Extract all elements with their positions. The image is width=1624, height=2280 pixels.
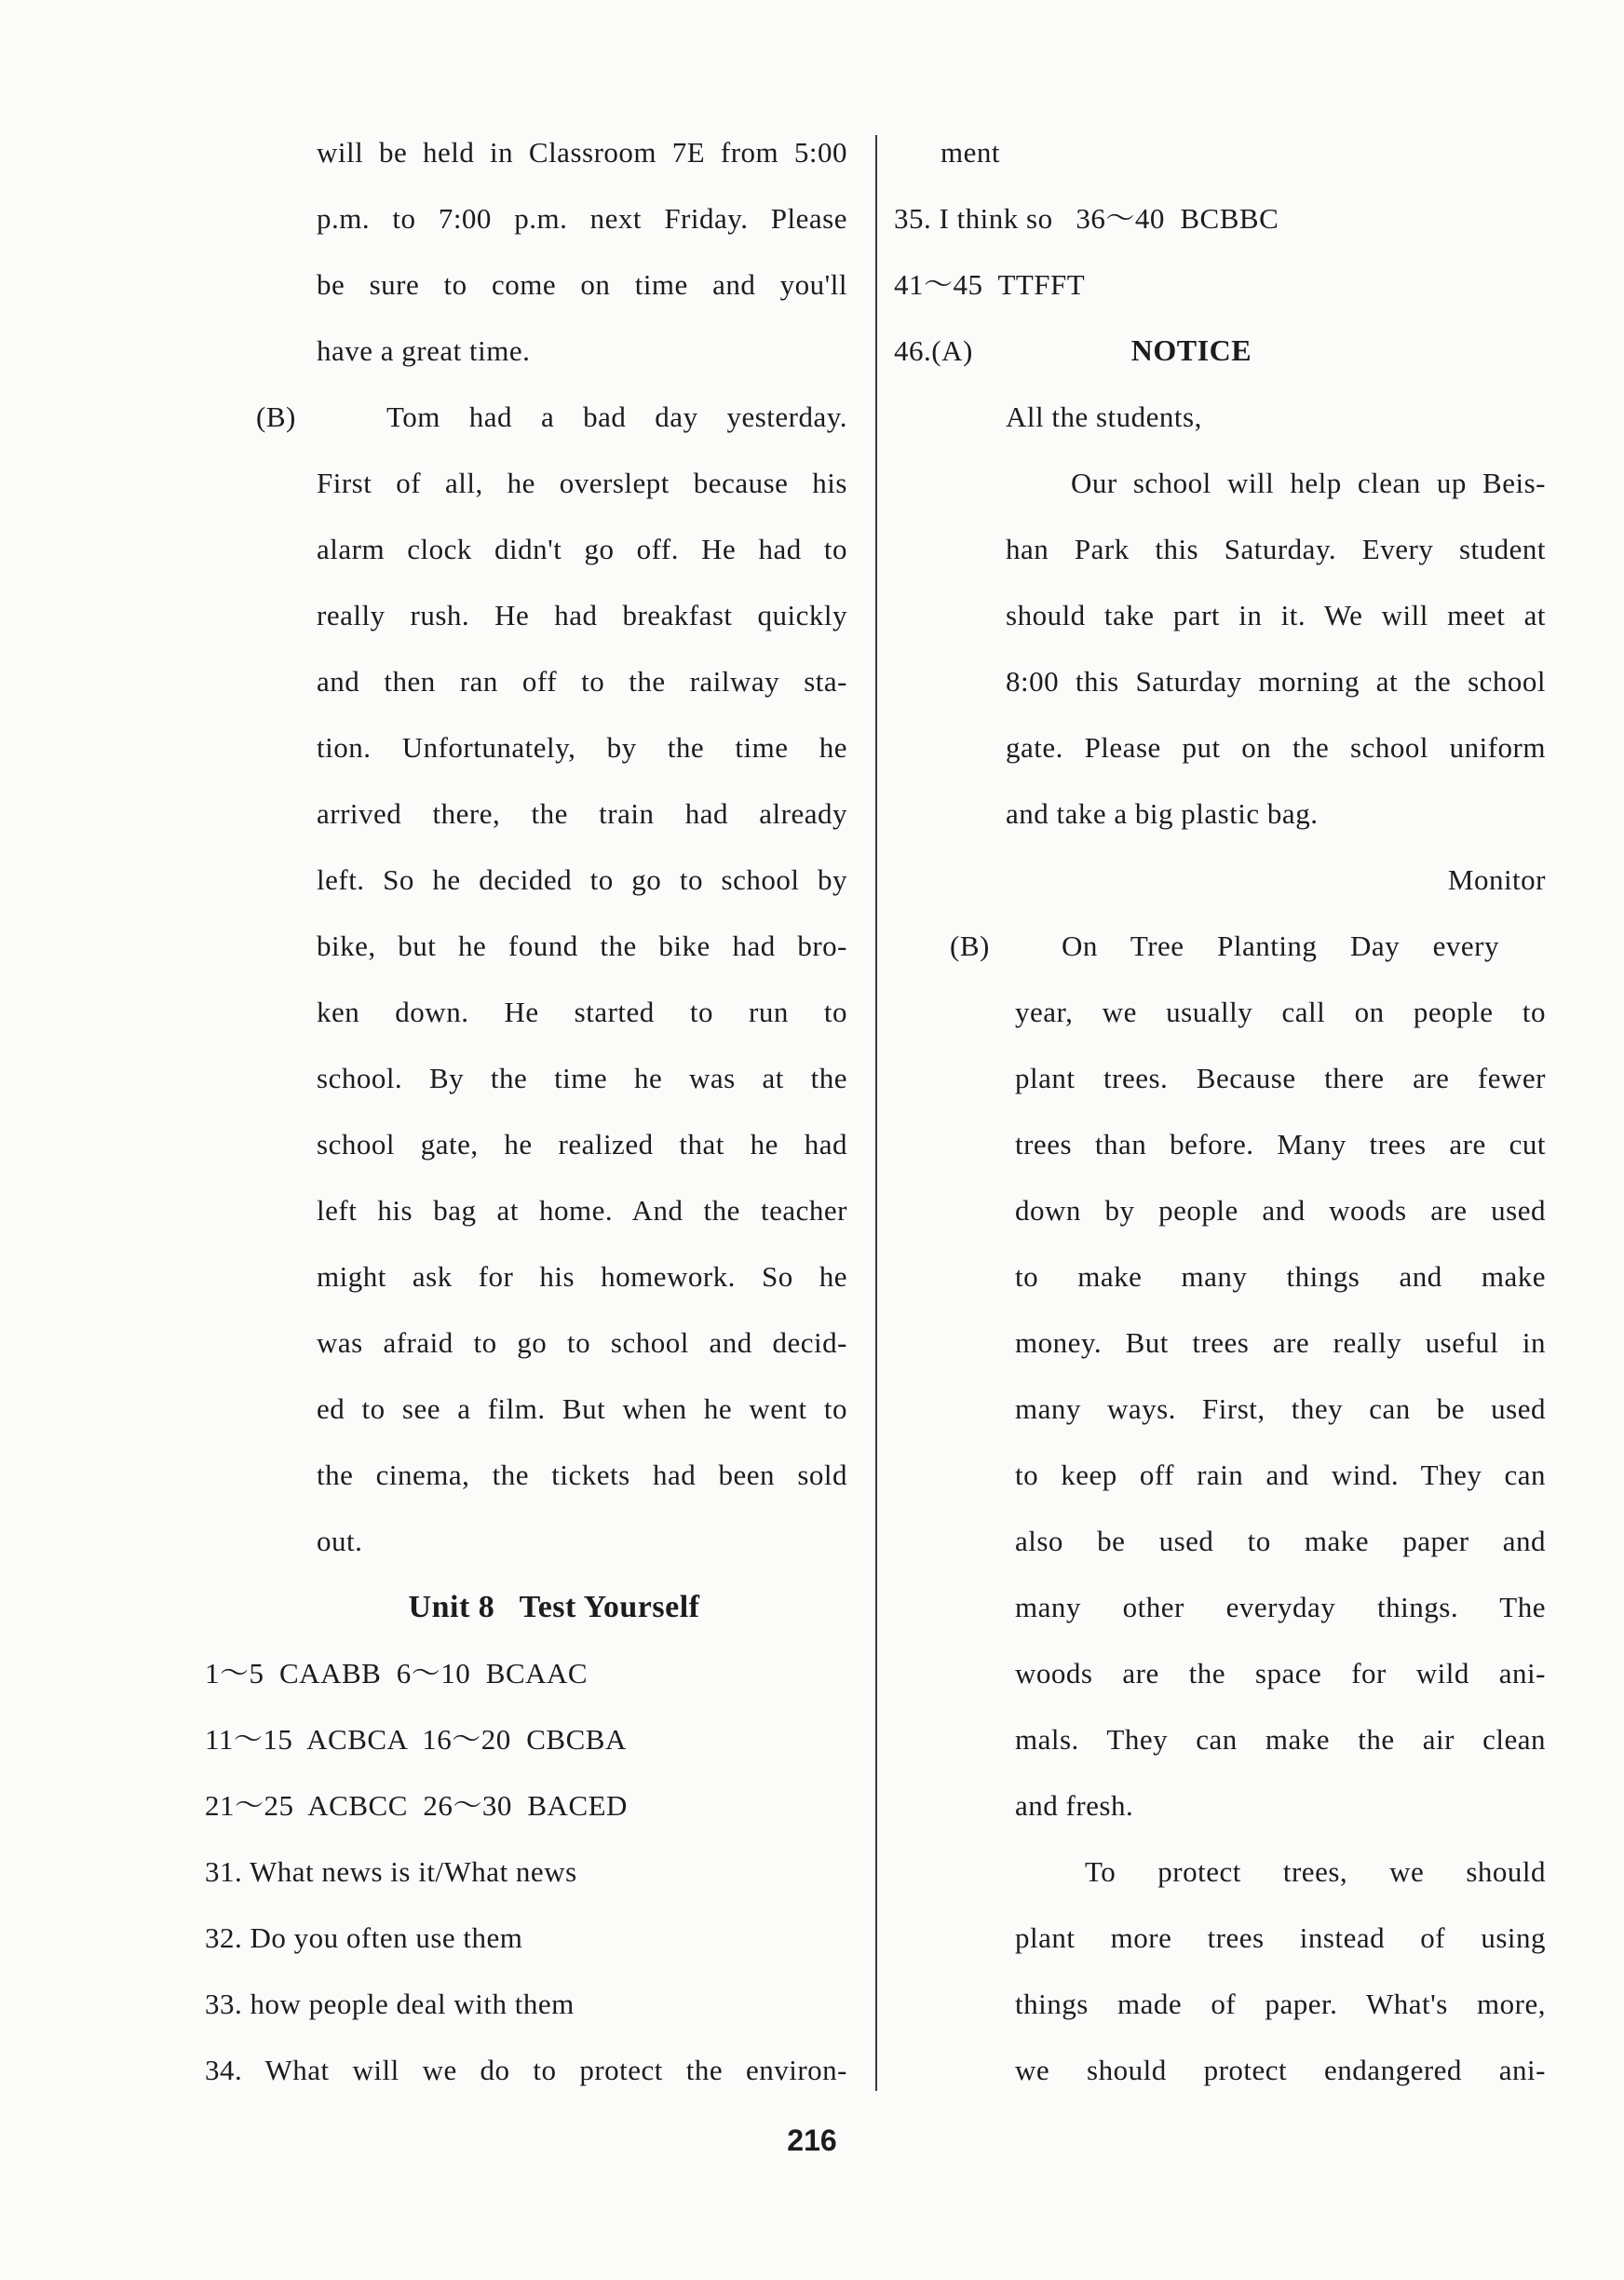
paragraph-label: (B) xyxy=(950,930,990,962)
text-line: we should protect endangered ani- xyxy=(1015,2054,1546,2086)
text-line: On Tree Planting Day every xyxy=(1062,930,1499,962)
notice-line: and take a big plastic bag. xyxy=(1006,797,1319,830)
answer-line: 11～15 ACBCA 16～20 CBCBA xyxy=(205,1723,627,1756)
text-line: have a great time. xyxy=(317,334,531,367)
paragraph-label: (B) xyxy=(256,400,296,433)
text-line: be sure to come on time and you'll xyxy=(317,268,847,301)
notice-signature: Monitor xyxy=(1447,863,1546,896)
text-line: money. But trees are really useful in xyxy=(1015,1326,1546,1359)
paragraph-b-first-line xyxy=(205,384,847,450)
notice-title: NOTICE xyxy=(1130,333,1252,367)
text-line: trees than before. Many trees are cut xyxy=(1015,1128,1546,1160)
answer-line: 41～45 TTFFT xyxy=(894,268,1086,301)
text-line: plant trees. Because there are fewer xyxy=(1015,1062,1546,1094)
text-line: arrived there, the train had already xyxy=(317,797,847,830)
unit-heading: Unit 8 Test Yourself xyxy=(408,1590,700,1624)
text-line: might ask for his homework. So he xyxy=(317,1260,847,1293)
notice-line: han Park this Saturday. Every student xyxy=(1006,533,1546,565)
text-line: woods are the space for wild ani- xyxy=(1015,1657,1546,1690)
text-line: plant more trees instead of using xyxy=(1015,1921,1546,1954)
text-line: down by people and woods are used xyxy=(1015,1194,1546,1227)
text-line: will be held in Classroom 7E from 5:00 xyxy=(317,136,847,169)
text-line: p.m. to 7:00 p.m. next Friday. Please xyxy=(317,202,847,235)
text-line: and fresh. xyxy=(1015,1789,1134,1822)
text-line: year, we usually call on people to xyxy=(1015,996,1546,1028)
text-line: left. So he decided to go to school by xyxy=(317,863,847,896)
text-line: many ways. First, they can be used xyxy=(1015,1392,1546,1425)
text-line: and then ran off to the railway sta- xyxy=(317,665,847,698)
answer-line: 21～25 ACBCC 26～30 BACED xyxy=(205,1789,628,1822)
text-line: ken down. He started to run to xyxy=(317,996,847,1028)
text-line: things made of paper. What's more, xyxy=(1015,1988,1546,2020)
notice-line: should take part in it. We will meet at xyxy=(1006,599,1546,631)
text-line: To protect trees, we should xyxy=(1085,1855,1546,1888)
text-line: many other everyday things. The xyxy=(1015,1591,1546,1623)
text-line: also be used to make paper and xyxy=(1015,1525,1546,1557)
notice-line: 8:00 this Saturday morning at the school xyxy=(1006,665,1546,698)
question-46 xyxy=(894,318,1546,384)
text-line: school. By the time he was at the xyxy=(317,1062,847,1094)
answer-line: 32. Do you often use them xyxy=(205,1921,523,1954)
text-line: alarm clock didn't go off. He had to xyxy=(317,533,847,565)
text-line: ed to see a film. But when he went to xyxy=(317,1392,847,1425)
notice-line: Our school will help clean up Beis- xyxy=(1071,467,1546,499)
text-line: First of all, he overslept because his xyxy=(317,467,847,499)
question-label: 46.(A) xyxy=(894,334,973,367)
right-column xyxy=(894,119,1546,2103)
text-line: really rush. He had breakfast quickly xyxy=(317,599,847,631)
answer-line: 35. I think so 36～40 BCBBC xyxy=(894,202,1279,235)
notice-greeting: All the students, xyxy=(1006,400,1202,433)
text-line: to make many things and make xyxy=(1015,1260,1546,1293)
text-line: ment xyxy=(941,136,1000,169)
text-line: tion. Unfortunately, by the time he xyxy=(317,731,847,764)
answer-line: 31. What news is it/What news xyxy=(205,1855,577,1888)
text-line: mals. They can make the air clean xyxy=(1015,1723,1546,1756)
answer-line: 1～5 CAABB 6～10 BCAAC xyxy=(205,1657,589,1690)
text-line: Tom had a bad day yesterday. xyxy=(386,400,847,433)
answer-line: 34. What will we do to protect the environ- xyxy=(205,2054,847,2086)
text-line: left his bag at home. And the teacher xyxy=(317,1194,847,1227)
text-line: bike, but he found the bike had bro- xyxy=(317,930,847,962)
column-divider xyxy=(875,135,877,2091)
text-line: the cinema, the tickets had been sold xyxy=(317,1459,847,1491)
notice-line: gate. Please put on the school uniform xyxy=(1006,731,1546,764)
answer-line: 33. how people deal with them xyxy=(205,1988,575,2020)
text-line: out. xyxy=(317,1525,363,1557)
page-number: 216 xyxy=(787,2124,837,2157)
paragraph-b-first-line xyxy=(894,913,1546,979)
text-line: school gate, he realized that he had xyxy=(317,1128,847,1160)
text-line: to keep off rain and wind. They can xyxy=(1015,1459,1546,1491)
text-line: was afraid to go to school and decid- xyxy=(317,1326,847,1359)
left-column xyxy=(205,119,847,2103)
